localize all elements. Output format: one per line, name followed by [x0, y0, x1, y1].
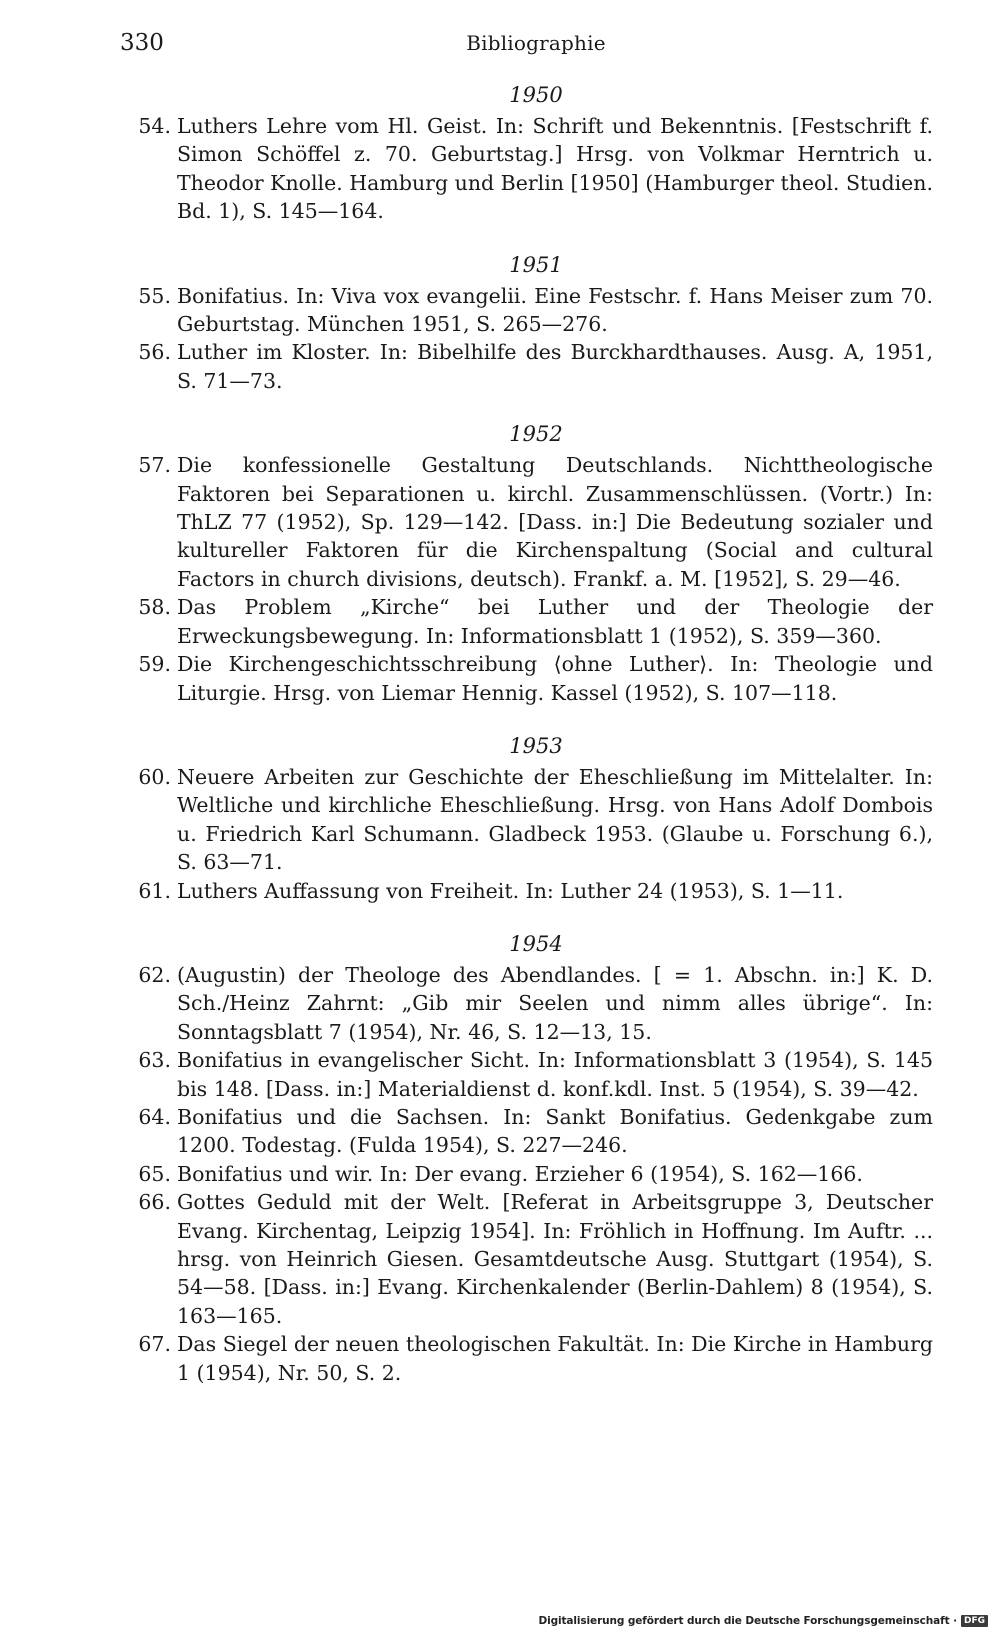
bibliography-entry [138, 1188, 933, 1330]
year-section-1952 [0, 419, 1000, 707]
entry-text: Die Kirchengeschichtsschreibung ⟨ohne Luther⟩. In: Theologie und Liturgie. Hrsg. von Liemar Hennig. Kassel (1952), S. 107—118. [177, 652, 933, 705]
year-heading: 1953 [509, 733, 563, 758]
entry-text: Luther im Kloster. In: Bibelhilfe des Burckhardthauses. Ausg. A, 1951, S. 71—73. [177, 340, 933, 393]
bibliography-entry [138, 1330, 933, 1387]
year-heading: 1951 [509, 252, 563, 277]
entry-number: 64. [138, 1104, 171, 1129]
bibliography-entry [138, 593, 933, 650]
bibliography-entry [138, 961, 933, 1046]
footer-credit: Digitalisierung gefördert durch die Deutsche Forschungsgemeinschaft · [538, 1615, 957, 1627]
bibliography-entry [138, 112, 933, 226]
year-section-1953 [0, 731, 1000, 905]
digitization-footer [538, 1612, 988, 1630]
entry-text: (Augustin) der Theologe des Abendlandes. [ = 1. Abschn. in:] K. D. Sch./Heinz Zahrnt: „Gib mir Seelen und nimm alles übrige“. In: Sonntagsblatt 7 (1954), Nr. 46, S. 12—13, 15. [177, 962, 933, 1044]
entry-number: 63. [138, 1048, 171, 1073]
year-heading: 1952 [509, 422, 563, 447]
entry-text: Luthers Lehre vom Hl. Geist. In: Schrift und Bekenntnis. [Festschrift f. Simon Schöffel z. 70. Geburtstag.] Hrsg. von Volkmar Herntrich u. Theodor Knolle. Hamburg und Berlin [1950] (Hamburger theol. Studien. Bd. 1), S. 145—164. [177, 114, 933, 224]
entry-number: 65. [138, 1161, 171, 1186]
entry-number: 66. [138, 1190, 171, 1215]
entry-number: 56. [138, 340, 171, 365]
bibliography-entry [138, 338, 933, 395]
entry-text: Das Siegel der neuen theologischen Fakultät. In: Die Kirche in Hamburg 1 (1954), Nr. 50, S. 2. [177, 1332, 933, 1385]
bibliography-entry [138, 451, 933, 593]
entry-number: 60. [138, 764, 171, 789]
entry-text: Gottes Geduld mit der Welt. [Referat in Arbeitsgruppe 3, Deutscher Evang. Kirchentag, Leipzig 1954]. In: Fröhlich in Hoffnung. Im Auftr. ... hrsg. von Heinrich Giesen. Gesamtdeutsche Ausg. Stuttgart (1954), S. 54—58. [Dass. in:] Evang. Kirchenkalender (Berlin-Dahlem) 8 (1954), S. 163—165. [177, 1190, 933, 1328]
running-title: Bibliographie [466, 31, 606, 55]
page-number: 330 [120, 30, 164, 56]
dfg-logo: DFG [961, 1615, 988, 1627]
entry-number: 59. [138, 652, 171, 677]
year-section-1954 [0, 929, 1000, 1387]
entry-number: 62. [138, 962, 171, 987]
bibliography-entry [138, 763, 933, 877]
entry-number: 58. [138, 595, 171, 620]
year-section-1950 [0, 80, 1000, 226]
entry-text: Luthers Auffassung von Freiheit. In: Luther 24 (1953), S. 1—11. [177, 878, 844, 903]
entry-number: 67. [138, 1332, 171, 1357]
entry-text: Bonifatius und die Sachsen. In: Sankt Bonifatius. Gedenkgabe zum 1200. Todestag. (Fulda 1954), S. 227—246. [177, 1104, 933, 1158]
entry-number: 54. [138, 114, 171, 138]
bibliography-entry [138, 282, 933, 339]
entry-number: 57. [138, 453, 171, 478]
entry-text: Neuere Arbeiten zur Geschichte der Eheschließung im Mittelalter. In: Weltliche und kirchliche Eheschließung. Hrsg. von Hans Adolf Dombois u. Friedrich Karl Schumann. Gladbeck 1953. (Glaube u. Forschung 6.), S. 63—71. [177, 764, 933, 875]
entry-number: 55. [138, 283, 171, 308]
year-section-1951 [0, 250, 1000, 396]
bibliography-content [0, 80, 1000, 1387]
bibliography-entry [138, 1160, 933, 1188]
entry-text: Bonifatius in evangelischer Sicht. In: Informationsblatt 3 (1954), S. 145 bis 148. [Dass. in:] Materialdienst d. konf.kdl. Inst. 5 (1954), S. 39—42. [177, 1048, 933, 1101]
bibliography-entry [138, 877, 933, 905]
bibliography-entry [138, 1103, 933, 1160]
bibliography-entry [138, 1046, 933, 1103]
entry-number: 61. [138, 878, 171, 903]
entry-text: Bonifatius. In: Viva vox evangelii. Eine Festschr. f. Hans Meiser zum 70. Geburtstag. München 1951, S. 265—276. [177, 283, 933, 337]
bibliography-entry [138, 650, 933, 707]
entry-text: Das Problem „Kirche“ bei Luther und der Theologie der Erweckungsbewegung. In: Informationsblatt 1 (1952), S. 359—360. [177, 595, 933, 648]
year-heading: 1950 [509, 83, 563, 107]
year-heading: 1954 [509, 931, 563, 956]
entry-text: Die konfessionelle Gestaltung Deutschlands. Nichttheologische Faktoren bei Separationen u. kirchl. Zusammenschlüssen. (Vortr.) In: ThLZ 77 (1952), Sp. 129—142. [Dass. in:] Die Bedeutung sozialer und kultureller Faktoren für die Kirchenspaltung (Social and cultural Factors in church divisions, deutsch). Frankf. a. M. [1952], S. 29—46. [177, 453, 933, 591]
entry-text: Bonifatius und wir. In: Der evang. Erzieher 6 (1954), S. 162—166. [177, 1161, 863, 1186]
page-header [120, 26, 952, 60]
